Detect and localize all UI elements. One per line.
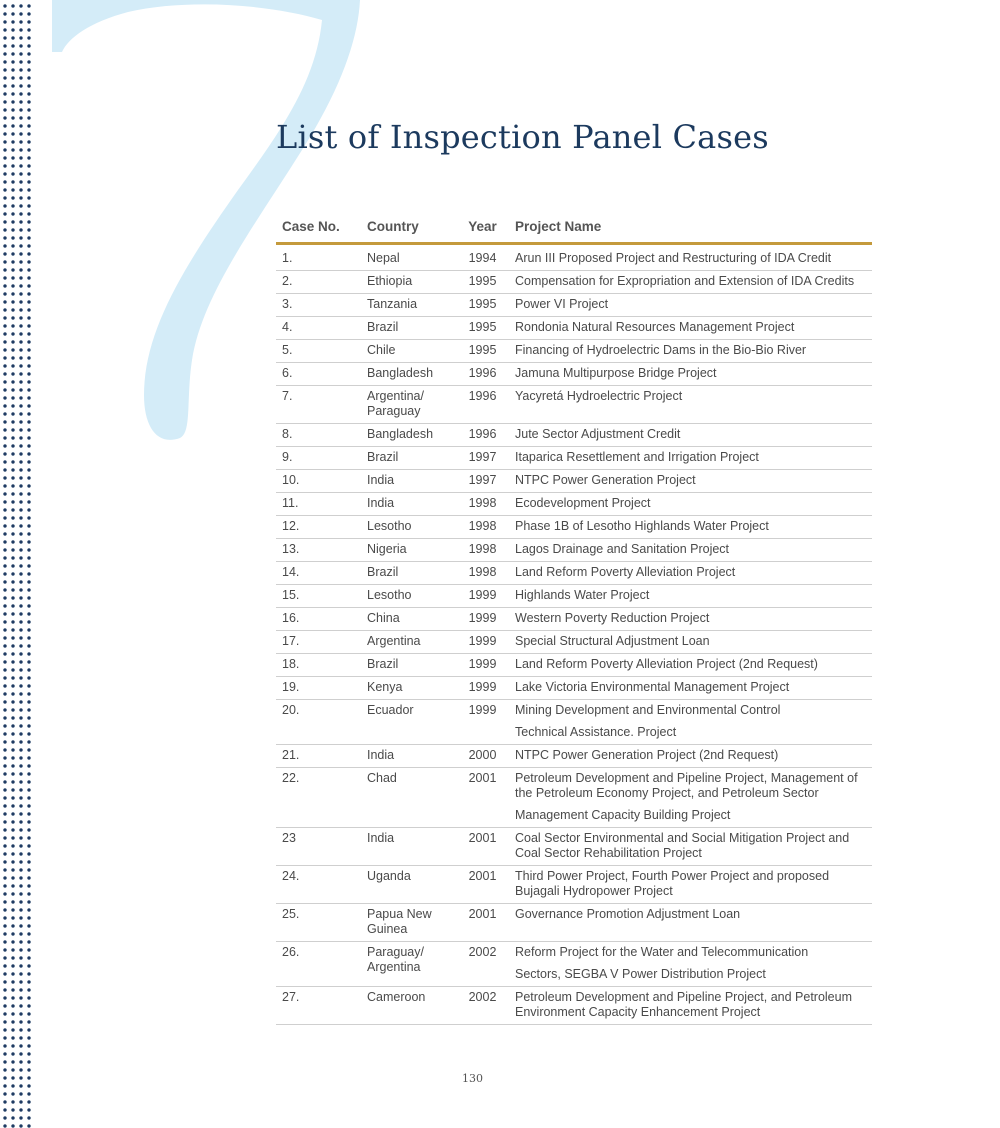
project-name-cell (509, 424, 872, 447)
year-cell: 2001 (456, 866, 509, 904)
year-cell: 1994 (456, 244, 509, 271)
table-row (276, 608, 872, 631)
table-row (276, 539, 872, 562)
table-row (276, 768, 872, 828)
case-number-cell: 13. (276, 539, 361, 562)
year-cell: 2002 (456, 987, 509, 1025)
project-name-cell (509, 271, 872, 294)
year-cell: 1999 (456, 700, 509, 745)
project-name-cell (509, 904, 872, 942)
project-name-line: Petroleum Development and Pipeline Project, Management of the Petroleum Economy Project, and Petroleum Sector (515, 771, 858, 800)
project-name-line: Power VI Project (515, 297, 609, 311)
project-name-cell (509, 294, 872, 317)
year-cell: 1999 (456, 608, 509, 631)
case-number-cell: 9. (276, 447, 361, 470)
country-cell: Bangladesh (361, 424, 456, 447)
project-name-cell (509, 942, 872, 987)
case-number-cell: 8. (276, 424, 361, 447)
country-cell: India (361, 493, 456, 516)
project-name-cell (509, 585, 872, 608)
table-row (276, 317, 872, 340)
project-name-cell (509, 493, 872, 516)
header-case-no: Case No. (276, 212, 361, 244)
header-year: Year (456, 212, 509, 244)
country-cell: Uganda (361, 866, 456, 904)
case-number-cell: 18. (276, 654, 361, 677)
project-name-line: Itaparica Resettlement and Irrigation Project (515, 450, 759, 464)
case-number-cell: 7. (276, 386, 361, 424)
country-cell: Paraguay/ Argentina (361, 942, 456, 987)
country-cell: Lesotho (361, 585, 456, 608)
table-row (276, 942, 872, 987)
country-cell: India (361, 470, 456, 493)
country-cell: Ethiopia (361, 271, 456, 294)
country-cell: Argentina/ Paraguay (361, 386, 456, 424)
table-row (276, 866, 872, 904)
project-name-line: Ecodevelopment Project (515, 496, 651, 510)
table-row (276, 585, 872, 608)
case-number-cell: 21. (276, 745, 361, 768)
country-cell: Brazil (361, 317, 456, 340)
country-cell: Kenya (361, 677, 456, 700)
country-cell: Lesotho (361, 516, 456, 539)
project-name-line: Governance Promotion Adjustment Loan (515, 907, 741, 921)
case-number-cell: 10. (276, 470, 361, 493)
country-cell: Nepal (361, 244, 456, 271)
project-name-cell (509, 828, 872, 866)
table-row (276, 470, 872, 493)
case-number-cell: 2. (276, 271, 361, 294)
project-name-line: Yacyretá Hydroelectric Project (515, 389, 683, 403)
year-cell: 1998 (456, 516, 509, 539)
year-cell: 2001 (456, 768, 509, 828)
year-cell: 1995 (456, 294, 509, 317)
project-name-line: Sectors, SEGBA V Power Distribution Project (515, 967, 766, 981)
country-cell: China (361, 608, 456, 631)
year-cell: 2000 (456, 745, 509, 768)
header-country: Country (361, 212, 456, 244)
case-number-cell: 24. (276, 866, 361, 904)
project-name-line: Highlands Water Project (515, 588, 650, 602)
project-name-line: Rondonia Natural Resources Management Project (515, 320, 795, 334)
table-row (276, 700, 872, 745)
project-name-cell (509, 745, 872, 768)
project-name-line: Jamuna Multipurpose Bridge Project (515, 366, 717, 380)
year-cell: 2002 (456, 942, 509, 987)
project-name-cell (509, 516, 872, 539)
project-name-cell (509, 608, 872, 631)
year-cell: 1999 (456, 654, 509, 677)
project-name-line: Lagos Drainage and Sanitation Project (515, 542, 730, 556)
year-cell: 1998 (456, 539, 509, 562)
country-cell: India (361, 745, 456, 768)
year-cell: 1995 (456, 271, 509, 294)
country-cell: Brazil (361, 562, 456, 585)
table-row (276, 987, 872, 1025)
project-name-cell (509, 562, 872, 585)
year-cell: 2001 (456, 904, 509, 942)
table-row (276, 516, 872, 539)
project-name-line: Coal Sector Environmental and Social Mitigation Project and Coal Sector Rehabilitation Project (515, 831, 850, 860)
project-name-line: Lake Victoria Environmental Management Project (515, 680, 790, 694)
case-number-cell: 3. (276, 294, 361, 317)
page-number: 130 (462, 1072, 483, 1085)
table-row (276, 745, 872, 768)
case-number-cell: 15. (276, 585, 361, 608)
year-cell: 1999 (456, 585, 509, 608)
case-number-cell: 23 (276, 828, 361, 866)
project-name-line: Special Structural Adjustment Loan (515, 634, 710, 648)
project-name-line: Technical Assistance. Project (515, 725, 677, 739)
project-name-line: NTPC Power Generation Project (2nd Request) (515, 748, 779, 762)
year-cell: 1997 (456, 447, 509, 470)
project-name-cell (509, 866, 872, 904)
table-row (276, 493, 872, 516)
project-name-cell (509, 631, 872, 654)
country-cell: Nigeria (361, 539, 456, 562)
project-name-cell (509, 539, 872, 562)
project-name-line: Phase 1B of Lesotho Highlands Water Project (515, 519, 769, 533)
project-name-line: Jute Sector Adjustment Credit (515, 427, 681, 441)
project-name-line: Land Reform Poverty Alleviation Project (2nd Request) (515, 657, 818, 671)
country-cell: Chad (361, 768, 456, 828)
project-name-line: Mining Development and Environmental Control (515, 703, 781, 717)
case-number-cell: 4. (276, 317, 361, 340)
year-cell: 2001 (456, 828, 509, 866)
project-name-line: Reform Project for the Water and Telecommunication (515, 945, 809, 959)
table-row (276, 244, 872, 271)
table-row (276, 447, 872, 470)
table-row (276, 340, 872, 363)
year-cell: 1995 (456, 317, 509, 340)
case-number-cell: 27. (276, 987, 361, 1025)
year-cell: 1997 (456, 470, 509, 493)
country-cell: Tanzania (361, 294, 456, 317)
project-name-cell (509, 340, 872, 363)
country-cell: Brazil (361, 447, 456, 470)
project-name-cell (509, 654, 872, 677)
case-number-cell: 11. (276, 493, 361, 516)
year-cell: 1999 (456, 677, 509, 700)
project-name-cell (509, 244, 872, 271)
case-number-cell: 1. (276, 244, 361, 271)
project-name-cell (509, 768, 872, 828)
project-name-line: Petroleum Development and Pipeline Project, and Petroleum Environment Capacity Enhancement Project (515, 990, 852, 1019)
project-name-cell (509, 317, 872, 340)
project-name-line: Management Capacity Building Project (515, 808, 731, 822)
project-name-cell (509, 677, 872, 700)
table-row (276, 631, 872, 654)
project-name-cell (509, 987, 872, 1025)
case-number-cell: 16. (276, 608, 361, 631)
table-row (276, 363, 872, 386)
year-cell: 1999 (456, 631, 509, 654)
project-name-line: Compensation for Expropriation and Extension of IDA Credits (515, 274, 855, 288)
dot-pattern-border (0, 0, 32, 1128)
country-cell: Brazil (361, 654, 456, 677)
table-row (276, 271, 872, 294)
table-row (276, 677, 872, 700)
year-cell: 1996 (456, 363, 509, 386)
project-name-cell (509, 700, 872, 745)
year-cell: 1996 (456, 386, 509, 424)
table-header-row (276, 212, 872, 244)
inspection-cases-table (276, 212, 872, 1025)
case-number-cell: 26. (276, 942, 361, 987)
project-name-line: Land Reform Poverty Alleviation Project (515, 565, 736, 579)
project-name-line: Financing of Hydroelectric Dams in the Bio-Bio River (515, 343, 807, 357)
header-project-name: Project Name (509, 212, 872, 244)
project-name-cell (509, 447, 872, 470)
table-row (276, 654, 872, 677)
year-cell: 1995 (456, 340, 509, 363)
case-number-cell: 5. (276, 340, 361, 363)
country-cell: India (361, 828, 456, 866)
project-name-line: Third Power Project, Fourth Power Project and proposed Bujagali Hydropower Project (515, 869, 830, 898)
year-cell: 1998 (456, 562, 509, 585)
case-number-cell: 14. (276, 562, 361, 585)
case-number-cell: 22. (276, 768, 361, 828)
country-cell: Cameroon (361, 987, 456, 1025)
country-cell: Papua New Guinea (361, 904, 456, 942)
table-row (276, 294, 872, 317)
table-row (276, 828, 872, 866)
country-cell: Ecuador (361, 700, 456, 745)
table-row (276, 904, 872, 942)
country-cell: Chile (361, 340, 456, 363)
case-number-cell: 20. (276, 700, 361, 745)
project-name-line: NTPC Power Generation Project (515, 473, 696, 487)
table-row (276, 386, 872, 424)
case-number-cell: 6. (276, 363, 361, 386)
project-name-cell (509, 363, 872, 386)
project-name-line: Western Poverty Reduction Project (515, 611, 710, 625)
case-number-cell: 19. (276, 677, 361, 700)
case-number-cell: 17. (276, 631, 361, 654)
project-name-line: Arun III Proposed Project and Restructuring of IDA Credit (515, 251, 832, 265)
case-number-cell: 12. (276, 516, 361, 539)
year-cell: 1996 (456, 424, 509, 447)
country-cell: Bangladesh (361, 363, 456, 386)
table-row (276, 424, 872, 447)
project-name-cell (509, 386, 872, 424)
page-title: List of Inspection Panel Cases (276, 118, 769, 156)
country-cell: Argentina (361, 631, 456, 654)
project-name-cell (509, 470, 872, 493)
case-number-cell: 25. (276, 904, 361, 942)
table-row (276, 562, 872, 585)
year-cell: 1998 (456, 493, 509, 516)
